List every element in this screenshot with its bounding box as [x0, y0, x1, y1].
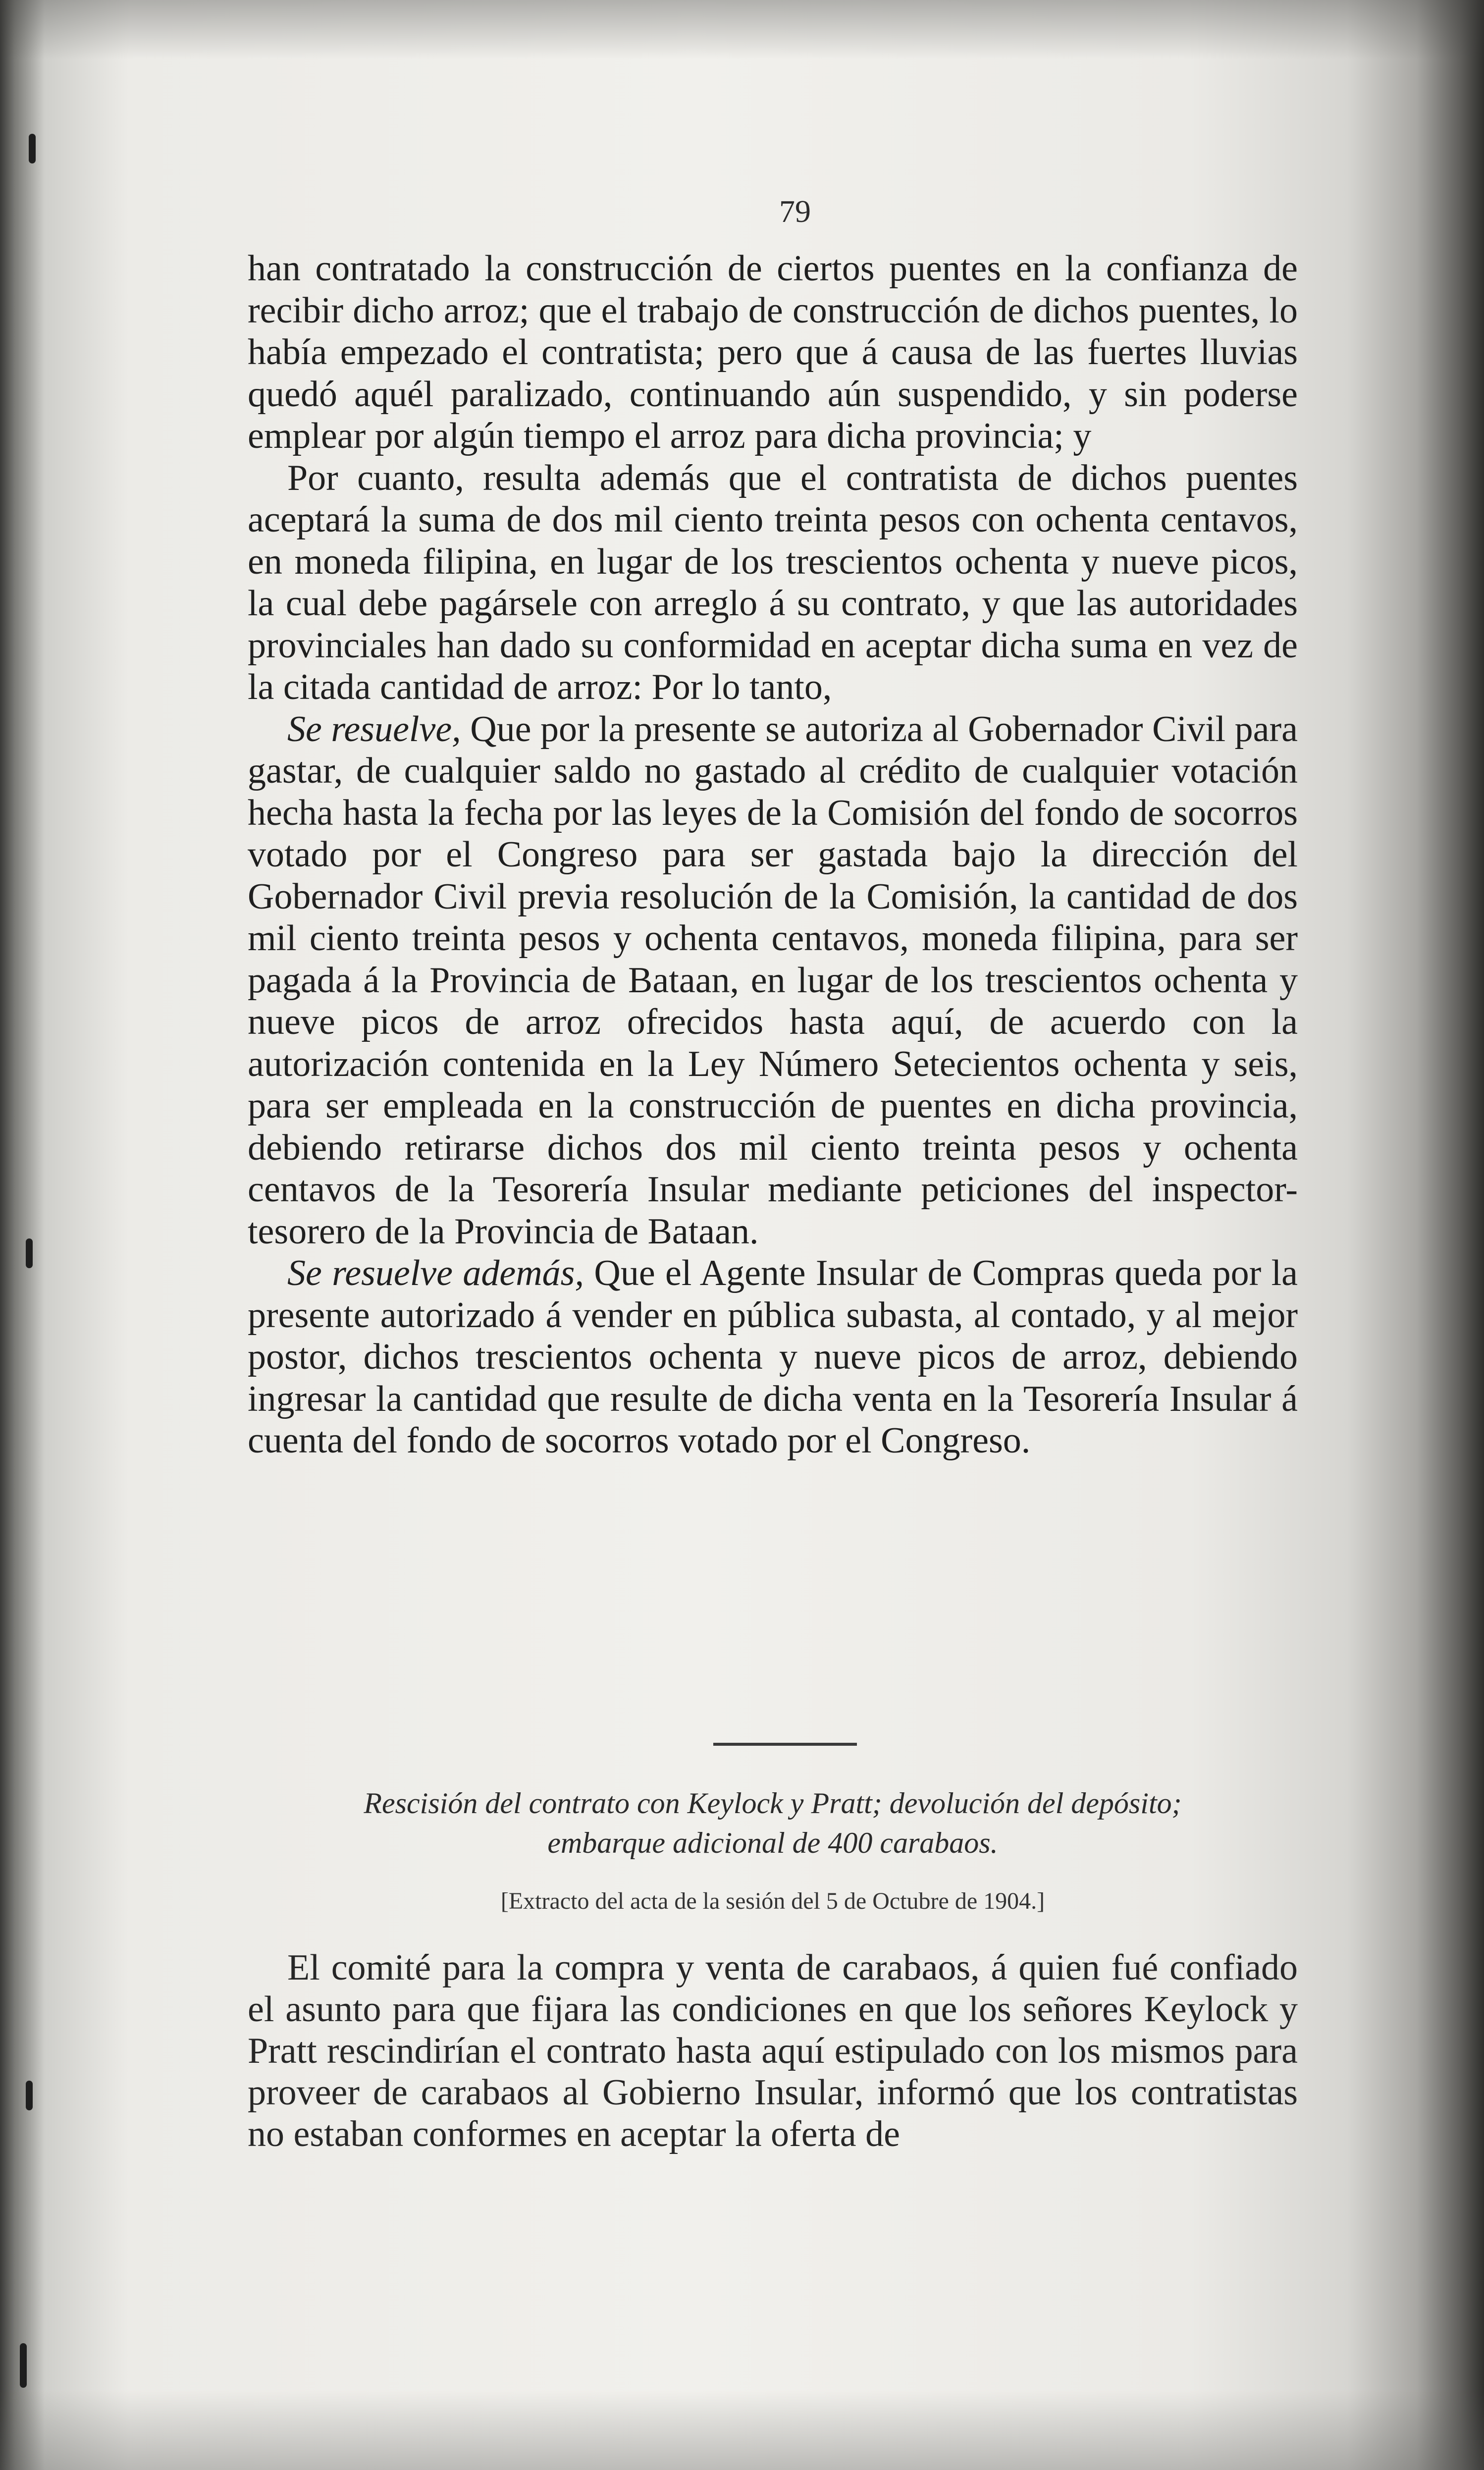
- page-number: 79: [779, 194, 811, 229]
- section-heading-line: Rescisión del contrato con Keylock y Pratt; devolución del depósito;: [364, 1787, 1182, 1820]
- paragraph-text: Que por la presente se autoriza al Gobernador Civil para gastar, de cualquier saldo no gastado al crédito de cualquier votación hecha hasta la fecha por las leyes de la Comisión del fondo de socorros votado por el Congreso para ser gastada bajo la dirección del Gobernador Civil previa resolución de la Comisión, la cantidad de dos mil ciento treinta pesos y ochenta centavos, moneda filipina, para ser pagada á la Provincia de Bataan, en lugar de los trescientos ochenta y nueve picos de arroz ofrecidos hasta aquí, de acuerdo con la autorización contenida en la Ley Número Setecientos ochenta y seis, para ser empleada en la construcción de puentes en dicha provincia, debiendo retirarse dichos dos mil ciento treinta pesos y ochenta centavos de la Tesorería Insular mediante peticiones del inspector-tesorero de la Provincia de Bataan.: [248, 708, 1298, 1252]
- section-heading: [248, 1783, 1298, 1863]
- paragraph-text: Por cuanto, resulta además que el contratista de dichos puentes aceptará la suma de dos mil ciento treinta pesos con ochenta centavos, en moneda filipina, en lugar de los trescientos ochenta y nueve picos, la cual debe pagársele con arreglo á su contrato, y que las autoridades provinciales han dado su conformidad en aceptar dicha suma en vez de la citada cantidad de arroz: Por lo tanto,: [248, 457, 1298, 707]
- paragraph-text: Que el Agente Insular de Compras queda por la presente autorizado á vender en pública subasta, al contado, y al mejor postor, dichos trescientos ochenta y nueve picos de arroz, debiendo ingresar la cantidad que resulte de dicha venta en la Tesorería Insular á cuenta del fondo de socorros votado por el Congreso.: [248, 1253, 1298, 1461]
- margin-mark: [29, 134, 36, 163]
- top-shadow: [0, 0, 1484, 59]
- section-body-text: [248, 1947, 1298, 2155]
- resolution-paragraph: [248, 708, 1298, 1253]
- bottom-shadow: [0, 2391, 1484, 2470]
- margin-mark: [26, 2081, 33, 2110]
- paragraph: [248, 457, 1298, 708]
- resolution-prefix: Se resuelve,: [287, 708, 461, 750]
- extract-note: [Extracto del acta de la sesión del 5 de Octubre de 1904.]: [500, 1888, 1045, 1914]
- margin-mark: [26, 1238, 33, 1268]
- section-heading-line: embarque adicional de 400 carabaos.: [547, 1826, 998, 1859]
- resolution-prefix: Se resuelve además,: [287, 1253, 584, 1293]
- margin-mark: [20, 2343, 27, 2388]
- resolution-paragraph: [248, 1252, 1298, 1462]
- section-divider: [713, 1743, 857, 1746]
- paragraph-text: El comité para la compra y venta de carabaos, á quien fué confiado el asunto para que fijara las condiciones en que los señores Keylock y Pratt rescindirían el contrato hasta aquí estipulado con los mismos para proveer de carabaos al Gobierno Insular, informó que los contratistas no estaban conformes en aceptar la oferta de: [248, 1947, 1298, 2154]
- body-text: [248, 248, 1298, 1462]
- paragraph-text: han contratado la construcción de ciertos puentes en la confianza de recibir dicho arroz; que el trabajo de construcción de dichos puentes, lo había empezado el contratista; pero que á causa de las fuertes lluvias quedó aquél paralizado, continuando aún suspendido, y sin poderse emplear por algún tiempo el arroz para dicha provincia; y: [248, 248, 1298, 456]
- paragraph: [248, 248, 1298, 457]
- paragraph: [248, 1947, 1298, 2155]
